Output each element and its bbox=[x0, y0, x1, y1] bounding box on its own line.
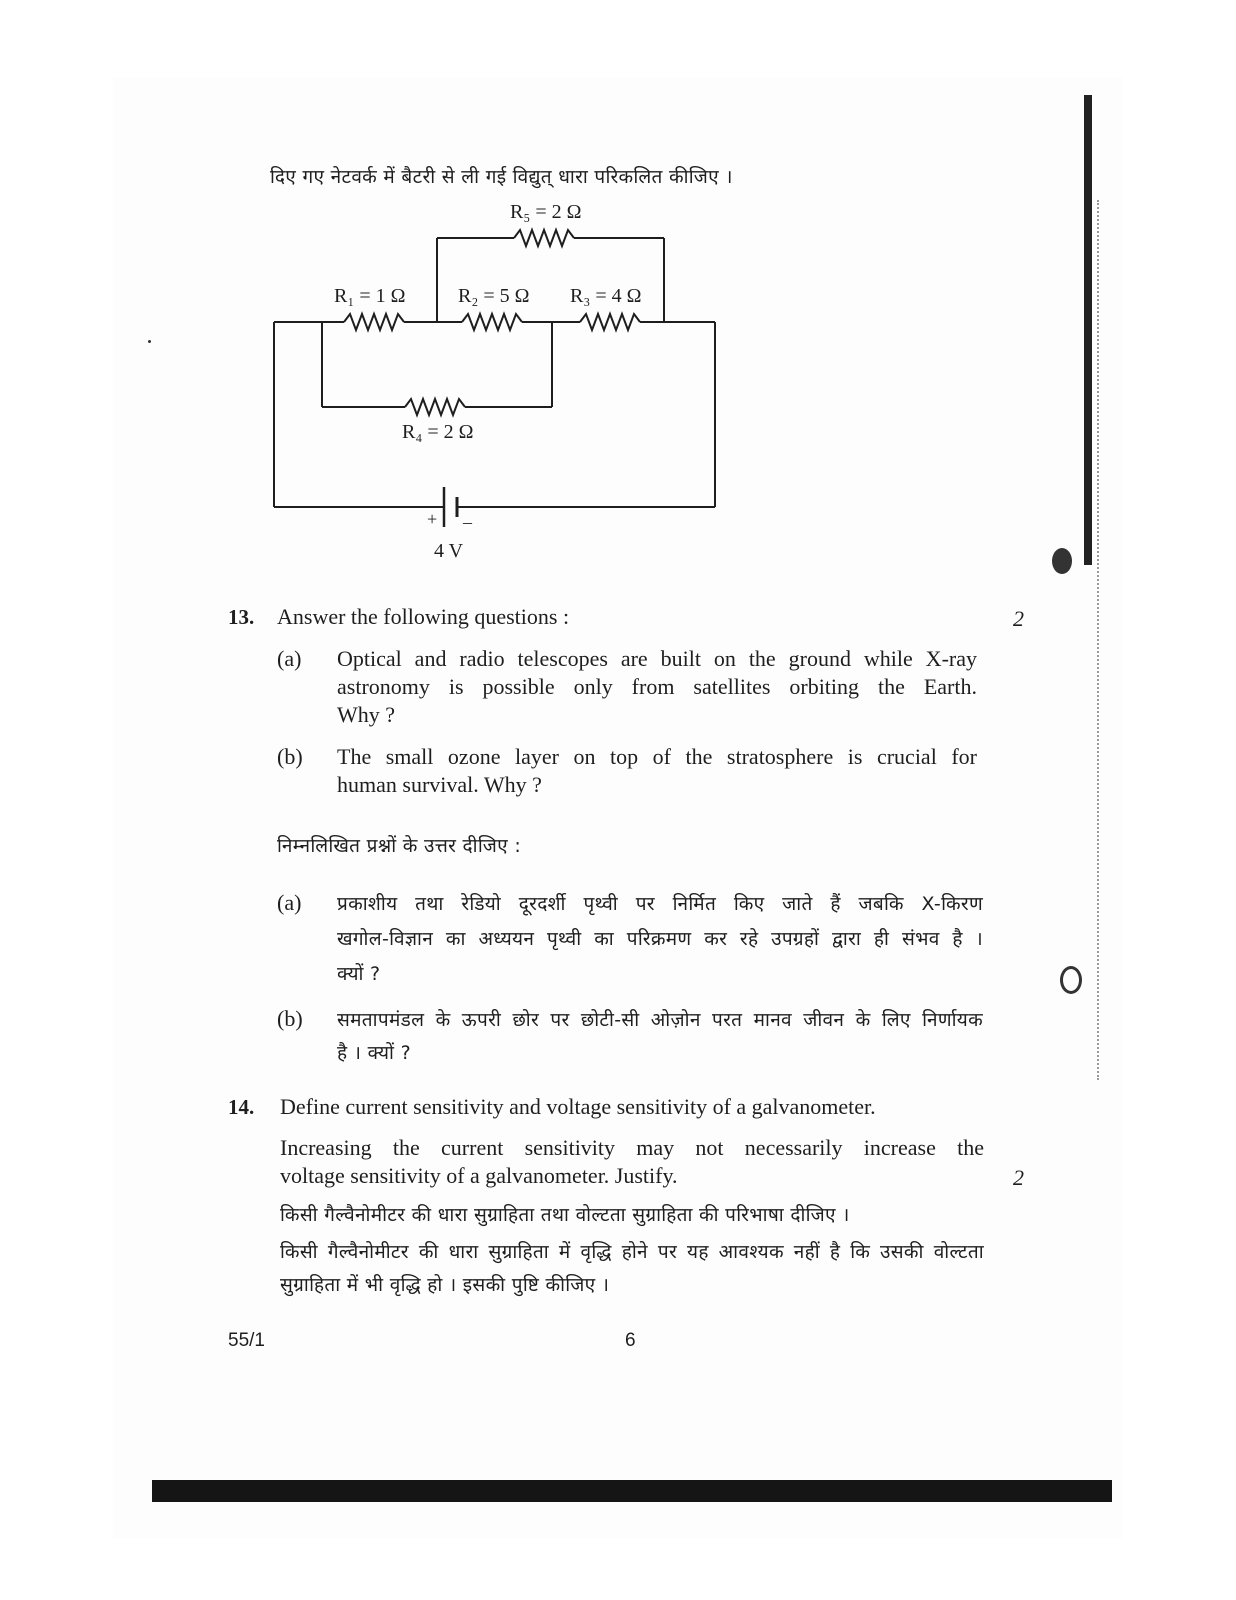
q14-hindi-definition: किसी गैल्वैनोमीटर की धारा सुग्राहिता तथा वोल्टता सुग्राहिता की परिभाषा दीजिए । bbox=[280, 1204, 850, 1226]
battery-plus-sign: + bbox=[427, 509, 438, 529]
label-r3: R₃ = 4 Ω bbox=[570, 285, 642, 307]
q13a-line: astronomy is possible only from satellites orbiting the Earth. bbox=[337, 674, 977, 699]
q14-paragraph-line: Increasing the current sensitivity may not necessarily increase the bbox=[280, 1135, 984, 1160]
q13a-label: (a) bbox=[277, 646, 302, 671]
q13-hindi-a-text bbox=[337, 887, 983, 992]
resistor-r5-zigzag bbox=[514, 230, 574, 246]
resistor-r4-zigzag bbox=[405, 399, 465, 415]
q13b-label: (b) bbox=[277, 744, 303, 769]
q13b-line: The small ozone layer on top of the stratosphere is crucial for bbox=[337, 744, 977, 769]
q13-hindi-a-label: (a) bbox=[277, 890, 302, 915]
label-r4: R₄ = 2 Ω bbox=[402, 421, 474, 443]
q14-definition: Define current sensitivity and voltage sensitivity of a galvanometer. bbox=[280, 1094, 876, 1119]
q13-hindi-a-line: खगोल-विज्ञान का अध्ययन पृथ्वी का परिक्रमण कर रहे उपग्रहों द्वारा ही संभव है । bbox=[337, 928, 983, 950]
label-r5: R₅ = 2 Ω bbox=[510, 201, 582, 223]
battery-minus-sign: – bbox=[463, 512, 472, 532]
circuit-diagram bbox=[262, 195, 732, 570]
scan-edge-dots bbox=[1097, 200, 1101, 1080]
q13-prompt: Answer the following questions : bbox=[277, 604, 570, 629]
q13-hindi-b-line: समतापमंडल के ऊपरी छोर पर छोटी-सी ओज़ोन परत मानव जीवन के लिए निर्णायक bbox=[337, 1009, 983, 1031]
q14-paragraph-line: voltage sensitivity of a galvanometer. Justify. bbox=[280, 1163, 678, 1188]
q13-number: 13. bbox=[228, 605, 255, 629]
q13-hindi-prompt: निम्नलिखित प्रश्नों के उत्तर दीजिए : bbox=[277, 835, 522, 857]
q13-hindi-a-line: प्रकाशीय तथा रेडियो दूरदर्शी पृथ्वी पर निर्मित किए जाते हैं जबकि X-किरण bbox=[337, 893, 983, 915]
q13-hindi-b-line: है । क्यों ? bbox=[337, 1042, 411, 1064]
paper-code: 55/1 bbox=[228, 1330, 265, 1351]
q14-paragraph bbox=[280, 1134, 984, 1190]
resistor-r1-zigzag bbox=[344, 314, 404, 330]
q13a-line: Optical and radio telescopes are built on the ground while X-ray bbox=[337, 646, 977, 671]
q14-number: 14. bbox=[228, 1095, 255, 1119]
q13a-text bbox=[337, 645, 977, 729]
q13a-line: Why ? bbox=[337, 702, 396, 727]
q14-hindi-paragraph-line: किसी गैल्वैनोमीटर की धारा सुग्राहिता में वृद्धि होने पर यह आवश्यक नहीं है कि उसकी वोल्टता bbox=[280, 1241, 984, 1263]
scan-edge-bar bbox=[1084, 95, 1092, 565]
q14-hindi-paragraph bbox=[280, 1236, 984, 1302]
q13-hindi-a-line: क्यों ? bbox=[337, 963, 381, 985]
q13b-line: human survival. Why ? bbox=[337, 772, 542, 797]
q13-hindi-b-label: (b) bbox=[277, 1006, 303, 1031]
q14-hindi-paragraph-line: सुग्राहिता में भी वृद्धि हो । इसकी पुष्टि कीजिए । bbox=[280, 1274, 610, 1296]
scan-speck bbox=[1060, 966, 1082, 994]
page-number: 6 bbox=[625, 1330, 636, 1351]
resistor-r3-zigzag bbox=[580, 314, 640, 330]
q13b-text bbox=[337, 743, 977, 799]
q13-marks: 2 bbox=[1013, 606, 1024, 631]
resistor-r2-zigzag bbox=[462, 314, 522, 330]
battery-voltage: 4 V bbox=[434, 540, 464, 562]
label-r2: R₂ = 5 Ω bbox=[458, 285, 530, 307]
scan-speck bbox=[148, 340, 151, 343]
q14-marks: 2 bbox=[1013, 1165, 1024, 1190]
label-r1: R₁ = 1 Ω bbox=[334, 285, 406, 307]
scan-bottom-bar bbox=[152, 1480, 1112, 1502]
scan-speck bbox=[1052, 548, 1072, 574]
q13-hindi-b-text bbox=[337, 1004, 983, 1070]
network-instruction-hindi: दिए गए नेटवर्क में बैटरी से ली गई विद्युत् धारा परिकलित कीजिए । bbox=[270, 166, 733, 188]
